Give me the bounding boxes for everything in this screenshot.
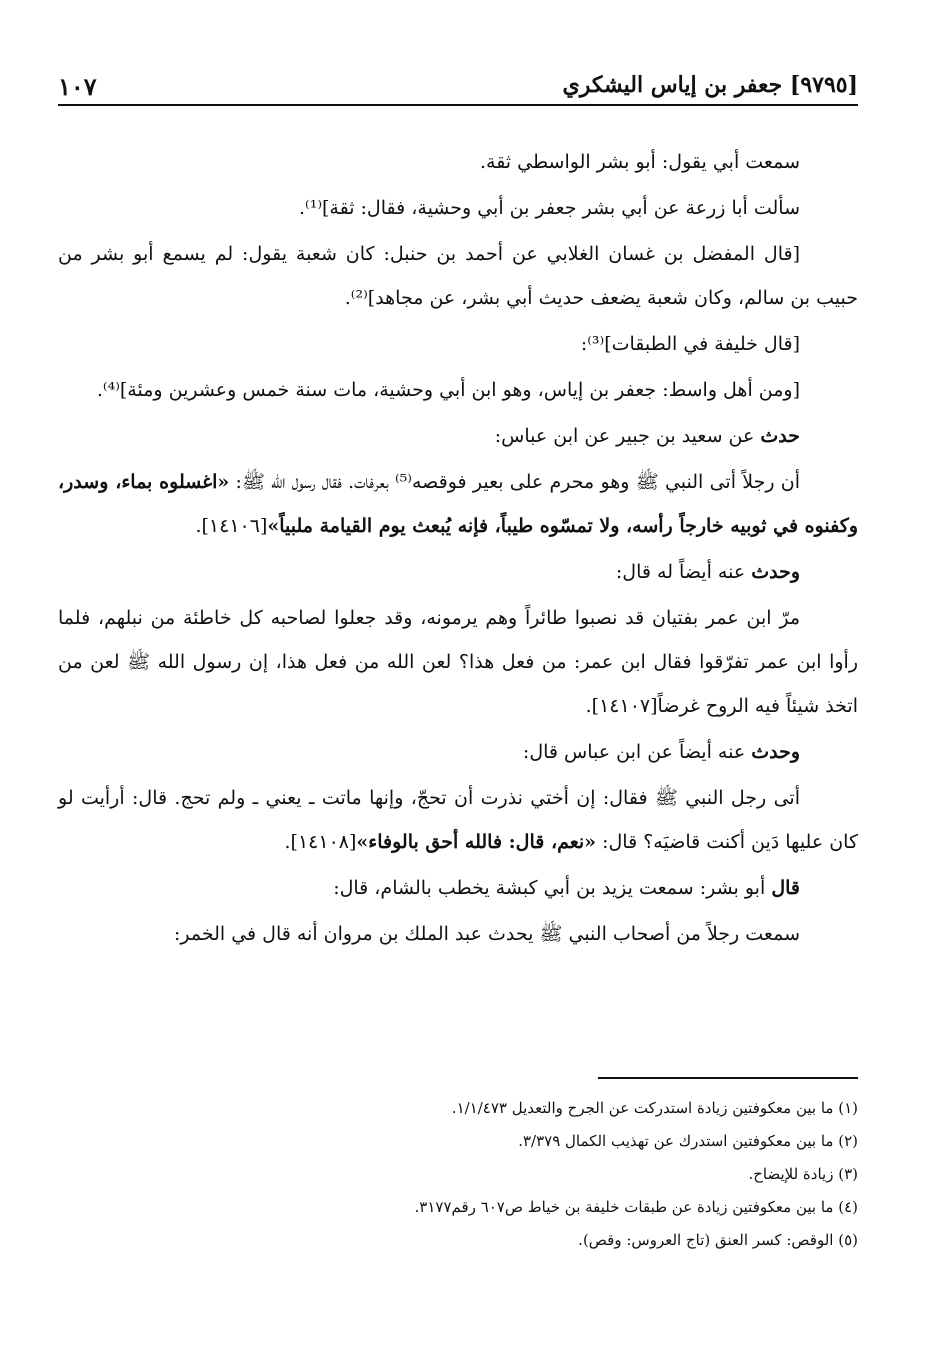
footnote: (٢) ما بين معكوفتين استدرك عن تهذيب الكمال ٣/٣٧٩. bbox=[518, 1132, 858, 1150]
lead-word: حدث bbox=[760, 425, 800, 447]
paragraph: أتى رجل النبي ﷺ فقال: إن أختي نذرت أن تحجّ، وإنها ماتت ـ يعني ـ ولم تحج. قال: أرأيت لو كان عليها دَين أكنت قاضيَه؟ قال: «نعم، قال: فالله أحق بالوفاء»[١٤١٠٨]. bbox=[58, 787, 858, 853]
lead-word: وحدث bbox=[751, 741, 800, 763]
paragraph: وحدث عنه أيضاً عن ابن عباس قال: bbox=[522, 741, 800, 763]
paragraph: أن رجلاً أتى النبي ﷺ وهو محرم على بعير فوقصه⁽⁵⁾ بعرفات. فقال رسول الله ﷺ: «اغسلوه بماء، وسدر، وكفنوه في ثوبيه خارجاً رأسه، ولا تمسّوه طيباً، فإنه يُبعث يوم القيامة ملبياً»[١٤١٠٦]. bbox=[58, 471, 858, 537]
paragraph: مرّ ابن عمر بفتيان قد نصبوا طائراً وهم يرمونه، وقد جعلوا لصاحبه كل خاطئة من نبلهم، فلما رأوا ابن عمر تفرّقوا فقال ابن عمر: من فعل هذا؟ لعن الله من فعل هذا، إن رسول الله ﷺ لعن من اتخذ شيئاً فيه الروح غرضاً[١٤١٠٧]. bbox=[58, 607, 858, 717]
hadith-ref: [١٤١٠٦]. bbox=[195, 515, 268, 537]
hadith-ref: [١٤١٠٨]. bbox=[284, 831, 357, 853]
main-text bbox=[58, 140, 858, 958]
hadith-quote: «نعم، قال: فالله أحق بالوفاء» bbox=[356, 831, 597, 853]
paragraph: سألت أبا زرعة عن أبي بشر جعفر بن أبي وحشية، فقال: ثقة]⁽¹⁾. bbox=[298, 197, 800, 219]
header-rule bbox=[58, 104, 858, 106]
footnote: (٤) ما بين معكوفتين زيادة عن طبقات خليفة بن خياط ص٦٠٧ رقم٣١٧٧. bbox=[414, 1198, 858, 1216]
paragraph: وحدث عنه أيضاً له قال: bbox=[615, 561, 800, 583]
lead-word: قال bbox=[771, 877, 800, 899]
paragraph: [قال خليفة في الطبقات]⁽³⁾: bbox=[580, 333, 800, 355]
lead-word: وحدث bbox=[751, 561, 800, 583]
paragraph: قال أبو بشر: سمعت يزيد بن أبي كبشة يخطب بالشام، قال: bbox=[333, 877, 800, 899]
page-header bbox=[58, 66, 858, 106]
paragraph: [ومن أهل واسط: جعفر بن إياس، وهو ابن أبي وحشية، مات سنة خمس وعشرين ومئة]⁽⁴⁾. bbox=[96, 379, 800, 401]
paragraph: سمعت رجلاً من أصحاب النبي ﷺ يحدث عبد الملك بن مروان أنه قال في الخمر: bbox=[173, 923, 800, 945]
running-head: [٩٧٩٥] جعفر بن إياس اليشكري bbox=[562, 72, 858, 98]
footnote: (٥) الوقص: كسر العنق (تاج العروس: وقص). bbox=[578, 1231, 858, 1249]
footnote: (٣) زيادة للإيضاح. bbox=[748, 1165, 858, 1183]
paragraph: حدث عن سعيد بن جبير عن ابن عباس: bbox=[494, 425, 800, 447]
footnotes bbox=[58, 1092, 858, 1257]
page-number: ١٠٧ bbox=[58, 72, 97, 101]
footnote-separator bbox=[598, 1077, 858, 1079]
footnote: (١) ما بين معكوفتين زيادة استدركت عن الجرح والتعديل ١/١/٤٧٣. bbox=[451, 1099, 858, 1117]
paragraph: سمعت أبي يقول: أبو بشر الواسطي ثقة. bbox=[479, 151, 800, 173]
hadith-quote: «اغسلوه بماء، وسدر، وكفنوه في ثوبيه خارجاً رأسه، ولا تمسّوه طيباً، فإنه يُبعث يوم القيامة ملبياً» bbox=[58, 471, 858, 537]
paragraph: [قال المفضل بن غسان الغلابي عن أحمد بن حنبل: كان شعبة يقول: لم يسمع أبو بشر من حبيب بن سالم، وكان شعبة يضعف حديث أبي بشر، عن مجاهد]⁽²⁾. bbox=[58, 243, 858, 309]
